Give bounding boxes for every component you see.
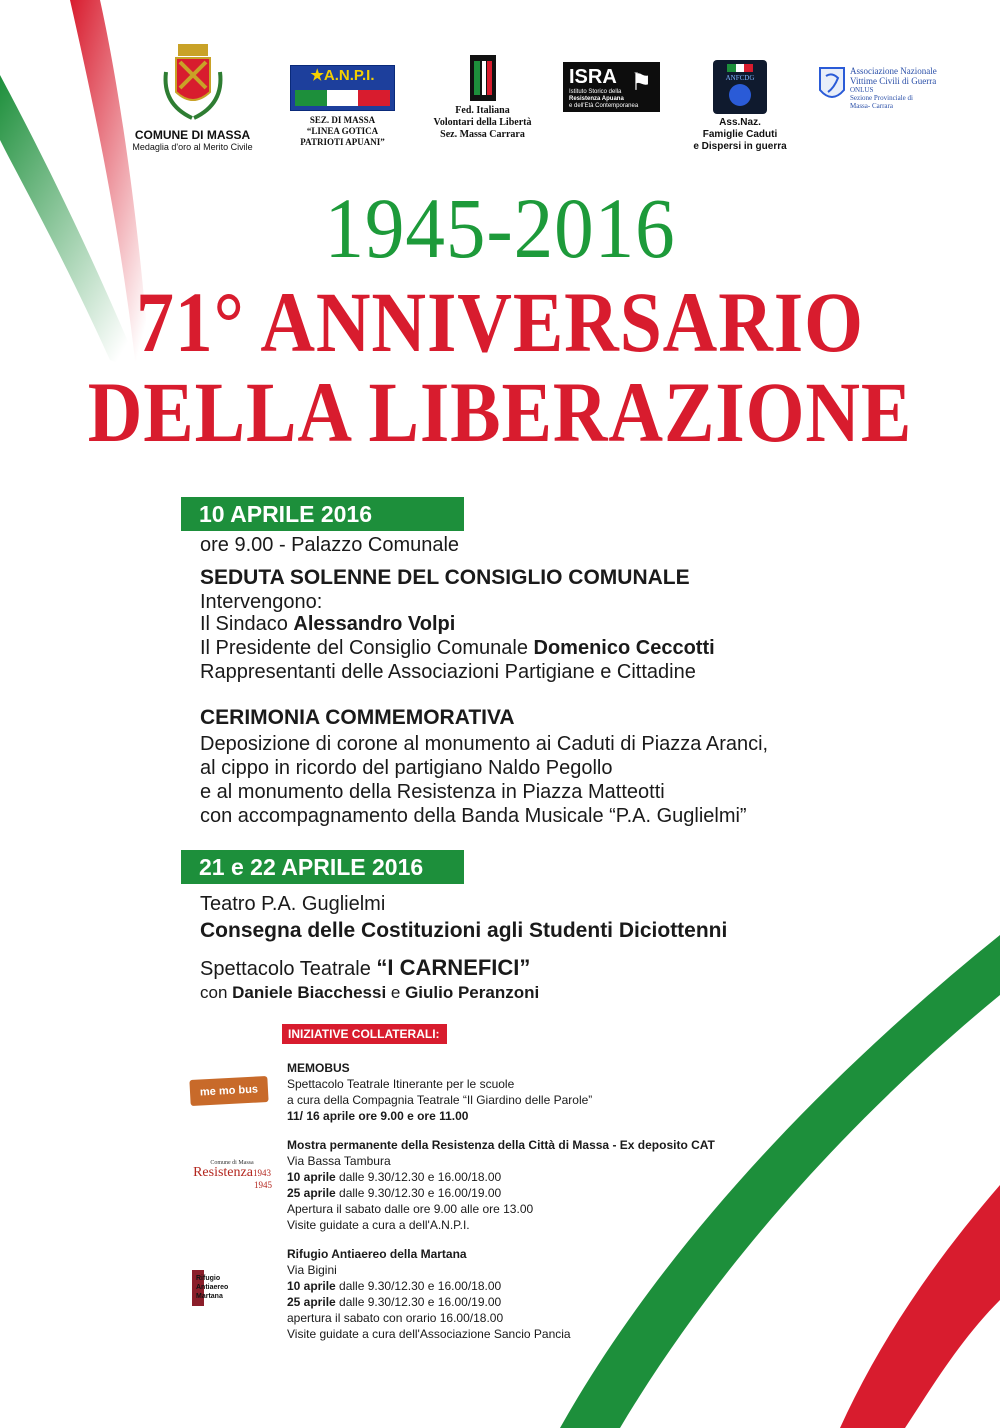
event2-cast: con Daniele Biacchessi e Giulio Peranzoni (200, 983, 540, 1002)
date-band-21-22-aprile: 21 e 22 APRILE 2016 (181, 850, 464, 884)
anfcdg-emblem-icon: ANFCDG (713, 60, 767, 114)
logo-anpi (290, 65, 395, 148)
memobus-logo: me mo bus (189, 1076, 268, 1106)
memobus-line2: a cura della Compagnia Teatrale “Il Giardino delle Parole” (287, 1093, 593, 1107)
title-years: 1945-2016 (324, 180, 676, 276)
fivl-emblem-icon (470, 55, 496, 101)
comune-title: COMUNE DI MASSA (134, 128, 251, 142)
mostra-address: Via Bassa Tambura (287, 1154, 391, 1168)
coat-of-arms-icon (158, 42, 228, 124)
logo-anfcdg (685, 60, 795, 153)
event1-cerimonia-line3: e al monumento della Resistenza in Piazza Matteotti (200, 781, 665, 803)
memobus-line3: 11/ 16 aprile ore 9.00 e ore 11.00 (287, 1109, 469, 1123)
memobus-line1: Spettacolo Teatrale Itinerante per le scuole (287, 1077, 515, 1091)
title-liberazione: DELLA LIBERAZIONE (87, 364, 913, 460)
mostra-hours-1: 10 aprile dalle 9.30/12.30 e 16.00/18.00 (287, 1170, 502, 1184)
resistenza-logo: Comune di Massa Resistenza1943 1945 (193, 1160, 272, 1190)
rifugio-address: Via Bigini (287, 1263, 337, 1277)
isra-caption: Istituto Storico della Resistenza Apuana e dell'Età Contemporanea (569, 89, 639, 109)
logo-isra: ISRA ⚑ Istituto Storico della Resistenza Apuana e dell'Età Contemporanea (563, 62, 660, 112)
rifugio-title: Rifugio Antiaereo della Martana (287, 1247, 467, 1261)
rifugio-saturday: apertura il sabato con orario 16.00/18.00 (287, 1311, 504, 1325)
logo-comune-di-massa (120, 42, 265, 153)
event2-place: Teatro P.A. Guglielmi (200, 893, 386, 915)
date-band-10-aprile: 10 APRILE 2016 (181, 497, 464, 531)
title-anniversario: 71° ANNIVERSARIO (136, 274, 864, 370)
collateral-label: INIZIATIVE COLLATERALI: (282, 1024, 447, 1044)
event2-spettacolo: Spettacolo Teatrale “I CARNEFICI” (200, 955, 531, 980)
ribbon-red-bottom-right (840, 1185, 1000, 1428)
rifugio-hours-2: 25 aprile dalle 9.30/12.30 e 16.00/19.00 (287, 1295, 502, 1309)
anpi-badge: ★A.N.P.I. (290, 65, 395, 111)
event2-heading: Consegna delle Costituzioni agli Studenti Diciottenni (200, 919, 728, 942)
anvcg-shield-icon (818, 66, 846, 106)
anpi-caption: SEZ. DI MASSA “LINEA GOTICA PATRIOTI APUANI” (300, 115, 385, 147)
event1-presidente: Il Presidente del Consiglio Comunale Domenico Ceccotti (200, 637, 715, 659)
event1-heading: SEDUTA SOLENNE DEL CONSIGLIO COMUNALE (200, 566, 690, 589)
anpi-flag-icon (295, 90, 390, 106)
event1-intro: Intervengono: (200, 591, 323, 613)
event1-time-place: ore 9.00 - Palazzo Comunale (200, 534, 460, 556)
memobus-title: MEMOBUS (287, 1061, 350, 1075)
event1-sindaco: Il Sindaco Alessandro Volpi (200, 613, 456, 635)
comune-subtitle: Medaglia d'oro al Merito Civile (132, 142, 253, 152)
event1-rappresentanti: Rappresentanti delle Associazioni Partigiane e Cittadine (200, 661, 696, 683)
logo-fivl (425, 55, 540, 141)
rifugio-logo: Rifugio Antiaereo Martana (192, 1270, 270, 1306)
event1-cerimonia-line1: Deposizione di corone al monumento ai Caduti di Piazza Aranci, (200, 733, 769, 755)
fivl-caption: Fed. Italiana Volontari della Libertà Sez. Massa Carrara (433, 105, 532, 140)
mostra-hours-2: 25 aprile dalle 9.30/12.30 e 16.00/19.00 (287, 1186, 502, 1200)
mostra-title: Mostra permanente della Resistenza della Città di Massa - Ex deposito CAT (287, 1138, 715, 1152)
event1-cerimonia-line2: al cippo in ricordo del partigiano Naldo Pegollo (200, 757, 613, 779)
rifugio-hours-1: 10 aprile dalle 9.30/12.30 e 16.00/18.00 (287, 1279, 502, 1293)
mostra-saturday: Apertura il sabato dalle ore 9.00 alle ore 13.00 (287, 1202, 534, 1216)
event1-heading2: CERIMONIA COMMEMORATIVA (200, 706, 515, 729)
event1-cerimonia-line4: con accompagnamento della Banda Musicale “P.A. Guglielmi” (200, 805, 747, 827)
isra-figures-icon: ⚑ (630, 70, 652, 96)
rifugio-guided: Visite guidate a cura dell'Associazione Sancio Pancia (287, 1327, 571, 1341)
mostra-guided: Visite guidate a cura a dell'A.N.P.I. (287, 1218, 470, 1232)
anfcdg-caption: Ass.Naz. Famiglie Caduti e Dispersi in guerra (693, 117, 787, 152)
anvcg-caption: Associazione Nazionale Vittime Civili di Guerra ONLUS Sezione Provinciale di Massa- Carrara (850, 66, 937, 110)
